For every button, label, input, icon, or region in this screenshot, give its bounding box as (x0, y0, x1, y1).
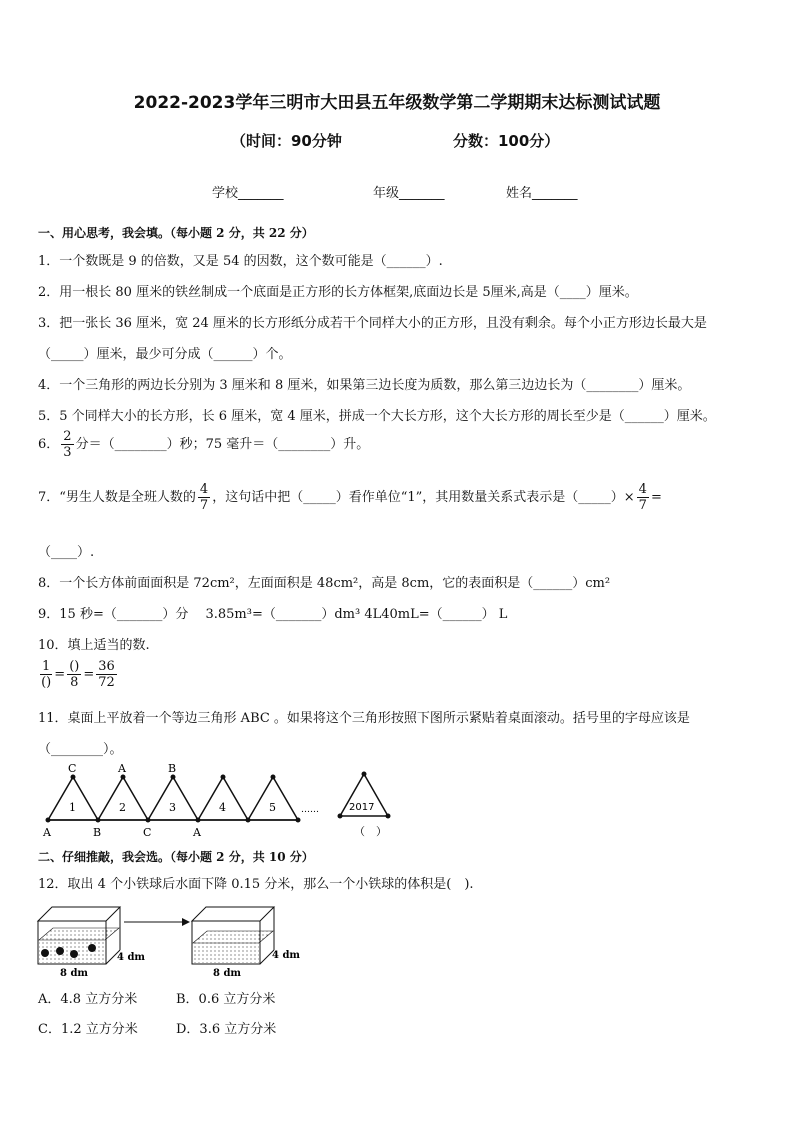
question-10-fractions: $\frac{1}{()}$ = $\frac{()}{8}$ = $\frac{36}{72}$ (41, 659, 115, 690)
triangle-number-3: 3 (169, 801, 176, 814)
section2-heading: 二、仔细推敲，我会选。（每小题 2 分，共 10 分） (38, 850, 314, 864)
option-d[interactable]: D．3.6 立方分米 (176, 1022, 277, 1037)
label-bottom-4: A (193, 826, 201, 839)
label-bottom-3: C (143, 826, 152, 839)
question-4: 4．一个三角形的两边长分别为 3 厘米和 8 厘米，如果第三边长度为质数，那么第三边边长为（________）厘米。 (38, 378, 691, 393)
label-top-2: A (118, 762, 126, 775)
question-2: 2．用一根长 80 厘米的铁丝制成一个底面是正方形的长方体框架,底面边长是 5厘米,高是（____）厘米。 (38, 285, 638, 300)
label-top-1: C (68, 762, 77, 775)
label-bottom-1: A (43, 826, 51, 839)
option-b[interactable]: B．0.6 立方分米 (176, 992, 276, 1007)
tank2-width-label: 8 dm (213, 968, 242, 978)
section1-heading: 一、用心思考，我会填。（每小题 2 分，共 22 分） (38, 226, 314, 240)
question-11-line2: （________）。 (38, 742, 123, 757)
fraction-4-7-b: $\frac{4}{7}$ (638, 482, 647, 513)
page-title: 2022-2023学年三明市大田县五年级数学第二学期期末达标测试试题 (133, 93, 661, 113)
rolling-triangle-figure (36, 762, 416, 842)
label-top-3: B (168, 762, 177, 775)
triangle-number-5: 5 (269, 801, 276, 814)
triangle-number-1: 1 (69, 801, 76, 814)
question-8: 8．一个长方体前面面积是 72cm²，左面面积是 48cm²，高是 8cm，它的表面积是（______）cm² (38, 576, 611, 591)
name-field[interactable]: 姓名_______ (506, 186, 578, 201)
fraction-4-7: $\frac{4}{7}$ (199, 482, 209, 513)
triangle-number-2017: 2017 (349, 802, 375, 813)
ellipsis: …… (301, 805, 319, 815)
question-7-line2: （____）. (38, 545, 95, 560)
exam-time: （时间：90分钟 (231, 132, 342, 150)
question-7: 7．“男生人数是全班人数的 $\frac{4}{7}$ ，这句话中把（_____）看作单位“1”，其用数量关系式表示是（_____）× $\frac{4}{7}$ = (38, 482, 662, 513)
question-1: 1．一个数既是 9 的倍数，又是 54 的因数，这个数可能是（______）. (38, 254, 443, 269)
label-bottom-2: B (93, 826, 102, 839)
question-10: 10．填上适当的数. (38, 638, 150, 653)
fraction-2-3: $\frac{2}{3}$ (63, 429, 72, 460)
tank1-width-label: 8 dm (60, 968, 89, 978)
question-11-line1: 11．桌面上平放着一个等边三角形 ABC 。如果将这个三角形按照下图所示紧贴着桌面滚动。括号里的字母应该是 (38, 711, 690, 726)
answer-paren: （ ） (354, 825, 387, 838)
question-3-line2: （_____）厘米，最少可分成（______）个。 (38, 347, 292, 362)
question-6: 6． $\frac{2}{3}$ 分＝（________）秒；75 毫升＝（________）升。 (38, 429, 370, 460)
school-field[interactable]: 学校_______ (212, 186, 284, 201)
option-a[interactable]: A．4.8 立方分米 (38, 992, 138, 1007)
tank2-depth-label: 4 dm (272, 950, 301, 961)
tank1-depth-label: 4 dm (117, 952, 146, 963)
question-9: 9．15 秒=（_______）分 3.85m³=（_______）dm³ 4L40mL=（______） L (38, 607, 508, 622)
triangle-number-4: 4 (219, 801, 226, 814)
question-5: 5．5 个同样大小的长方形，长 6 厘米，宽 4 厘米，拼成一个大长方形，这个大长方形的周长至少是（______）厘米。 (38, 409, 716, 424)
grade-field[interactable]: 年级_______ (373, 186, 445, 201)
exam-score: 分数：100分） (453, 132, 560, 150)
question-3-line1: 3．把一张长 36 厘米，宽 24 厘米的长方形纸分成若干个同样大小的正方形，且没有剩余。每个小正方形边长最大是 (38, 316, 707, 331)
water-tank-figure (34, 898, 314, 978)
option-c[interactable]: C．1.2 立方分米 (38, 1022, 138, 1037)
triangle-number-2: 2 (119, 801, 126, 814)
question-12: 12．取出 4 个小铁球后水面下降 0.15 分米，那么一个小铁球的体积是( ). (38, 877, 474, 892)
